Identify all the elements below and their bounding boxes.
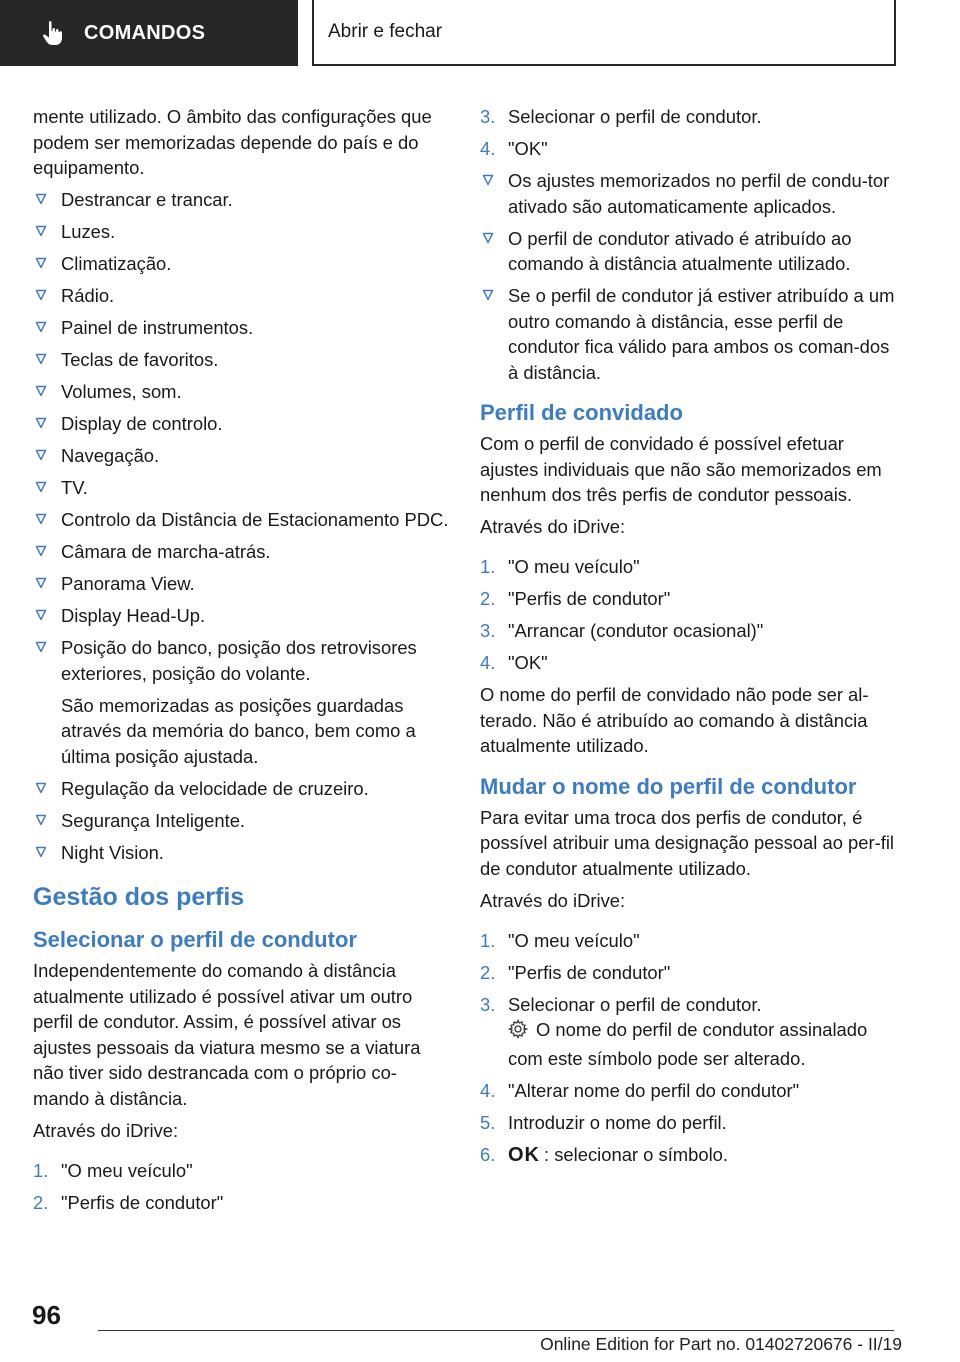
triangle-bullet-icon: [35, 413, 49, 433]
left-column: [33, 104, 451, 1222]
list-item: Panorama View.: [33, 571, 451, 597]
ok-symbol-icon: OK: [508, 1143, 540, 1166]
triangle-bullet-icon: [35, 253, 49, 273]
triangle-bullet-icon: [35, 810, 49, 830]
triangle-bullet-icon: [35, 778, 49, 798]
guest-profile-note: O nome do perfil de convidado não pode ser al-terado. Não é atribuído ao comando à distância atualmente utilizado.: [480, 684, 869, 756]
rename-step: 1. "O meu veículo": [480, 929, 640, 951]
list-item: O perfil de condutor ativado é atribuído ao comando à distância atualmente utilizado.: [480, 226, 898, 277]
heading-profile-management: Gestão dos perfis: [33, 883, 245, 911]
via-idrive-text: Através do iDrive:: [33, 1119, 179, 1141]
bullet-note: São memorizadas as posições guardadas através da memória do banco, bem como a última posição ajustada.: [61, 694, 416, 767]
numbered-step: 4. "OK": [480, 652, 548, 673]
subsection-box: [312, 0, 896, 66]
triangle-bullet-icon: [35, 477, 49, 497]
intro-paragraph: mente utilizado. O âmbito das configurações que podem ser memorizadas depende do país e do equipamento.: [33, 106, 432, 178]
list-item: Regulação da velocidade de cruzeiro.: [33, 776, 451, 802]
list-item: Luzes.: [33, 219, 451, 245]
list-item: Rádio.: [33, 283, 451, 309]
triangle-bullet-icon: [35, 445, 49, 465]
triangle-bullet-icon: [35, 381, 49, 401]
select-profile-steps-continued: [480, 104, 898, 162]
section-title: COMANDOS: [84, 21, 206, 44]
triangle-bullet-icon: [35, 349, 49, 369]
numbered-step: 1. "O meu veículo": [480, 556, 640, 577]
triangle-bullet-icon: [482, 228, 496, 248]
hand-pointer-icon: [38, 18, 68, 48]
subsection-title: Abrir e fechar: [328, 21, 443, 42]
list-item: TV.: [33, 475, 451, 501]
footer-divider: [98, 1330, 894, 1331]
page-number: 96: [32, 1300, 61, 1330]
list-item: Climatização.: [33, 251, 451, 277]
triangle-bullet-icon: [35, 605, 49, 625]
page-header: [0, 0, 960, 66]
list-item: Os ajustes memorizados no perfil de condu-tor ativado são automaticamente aplicados.: [480, 168, 898, 219]
numbered-step: 3. "Arrancar (condutor ocasional)": [480, 620, 764, 641]
numbered-step: 2. "Perfis de condutor": [33, 1191, 224, 1213]
section-tab: [0, 0, 298, 66]
list-item: Night Vision.: [33, 840, 451, 866]
heading-rename-profile: Mudar o nome do perfil de condutor: [480, 773, 857, 799]
triangle-bullet-icon: [35, 189, 49, 209]
list-item: Teclas de favoritos.: [33, 347, 451, 373]
list-item: Display de controlo.: [33, 411, 451, 437]
guest-via-idrive-text: Através do iDrive:: [480, 516, 626, 537]
numbered-step: 1. "O meu veículo": [33, 1159, 193, 1181]
triangle-bullet-icon: [35, 221, 49, 241]
rename-step: 4. "Alterar nome do perfil do condutor": [480, 1079, 800, 1101]
settings-list: [33, 187, 451, 865]
gear-icon: [508, 1019, 528, 1046]
list-item: Display Head-Up.: [33, 603, 451, 629]
rename-step: 5. Introduzir o nome do perfil.: [480, 1111, 727, 1133]
triangle-bullet-icon: [482, 170, 496, 190]
rename-profile-paragraph: Para evitar uma troca dos perfis de condutor, é possível atribuir uma designação pessoal ao per-fil de condutor atualmente utilizado.: [480, 806, 895, 879]
rename-via-idrive-text: Através do iDrive:: [480, 889, 626, 911]
triangle-bullet-icon: [482, 285, 496, 305]
triangle-bullet-icon: [35, 842, 49, 862]
select-profile-steps: [33, 1158, 451, 1216]
list-item: Painel de instrumentos.: [33, 315, 451, 341]
rename-step: 6. OK : selecionar o símbolo.: [480, 1142, 898, 1169]
list-item: Controlo da Distância de Estacionamento PDC.: [33, 507, 451, 533]
heading-guest-profile: Perfil de convidado: [480, 400, 683, 425]
list-item: Segurança Inteligente.: [33, 808, 451, 834]
guest-profile-paragraph: Com o perfil de convidado é possível efetuar ajustes individuais que não são memorizados em nenhum dos três perfis de condutor pessoais.: [480, 433, 882, 505]
heading-select-profile: Selecionar o perfil de condutor: [33, 927, 357, 952]
list-item: Volumes, som.: [33, 379, 451, 405]
triangle-bullet-icon: [35, 541, 49, 561]
rename-step-note: O nome do perfil de condutor assinalado com este símbolo pode ser alterado.: [508, 1019, 868, 1069]
triangle-bullet-icon: [35, 317, 49, 337]
list-item: Navegação.: [33, 443, 451, 469]
footer-edition: Online Edition for Part no. 01402720676 - II/19: [540, 1334, 902, 1354]
select-profile-paragraph: Independentemente do comando à distância atualmente utilizado é possível ativar um outro perfil de condutor. Assim, é possível ativar os ajustes pessoais da viatura mesmo se a viatura não tiver sido destrancada com o próprio co-mando à distância.: [33, 960, 421, 1109]
list-item: Câmara de marcha-atrás.: [33, 539, 451, 565]
list-item: Posição do banco, posição dos retrovisores exteriores, posição do volante. São memorizadas as posições guardadas através da memória do banco, bem como a última posição ajustada.: [33, 635, 451, 769]
numbered-step: 2. "Perfis de condutor": [480, 588, 671, 609]
right-column: [480, 104, 898, 1175]
rename-step: 3. Selecionar o perfil de condutor. O nome do perfil de condutor assinalado com este símbolo pode ser alterado.: [480, 992, 898, 1072]
profile-notes-list: [480, 168, 898, 385]
rename-step: 2. "Perfis de condutor": [480, 961, 671, 983]
numbered-step: 3. Selecionar o perfil de condutor.: [480, 106, 762, 127]
triangle-bullet-icon: [35, 573, 49, 593]
triangle-bullet-icon: [35, 509, 49, 529]
numbered-step: 4. "OK": [480, 138, 548, 159]
triangle-bullet-icon: [35, 285, 49, 305]
triangle-bullet-icon: [35, 637, 49, 657]
guest-profile-steps: [480, 554, 898, 676]
list-item: Destrancar e trancar.: [33, 187, 451, 213]
list-item: Se o perfil de condutor já estiver atribuído a um outro comando à distância, esse perfil de condutor fica válido para ambos os coman-dos à distância.: [480, 283, 898, 385]
